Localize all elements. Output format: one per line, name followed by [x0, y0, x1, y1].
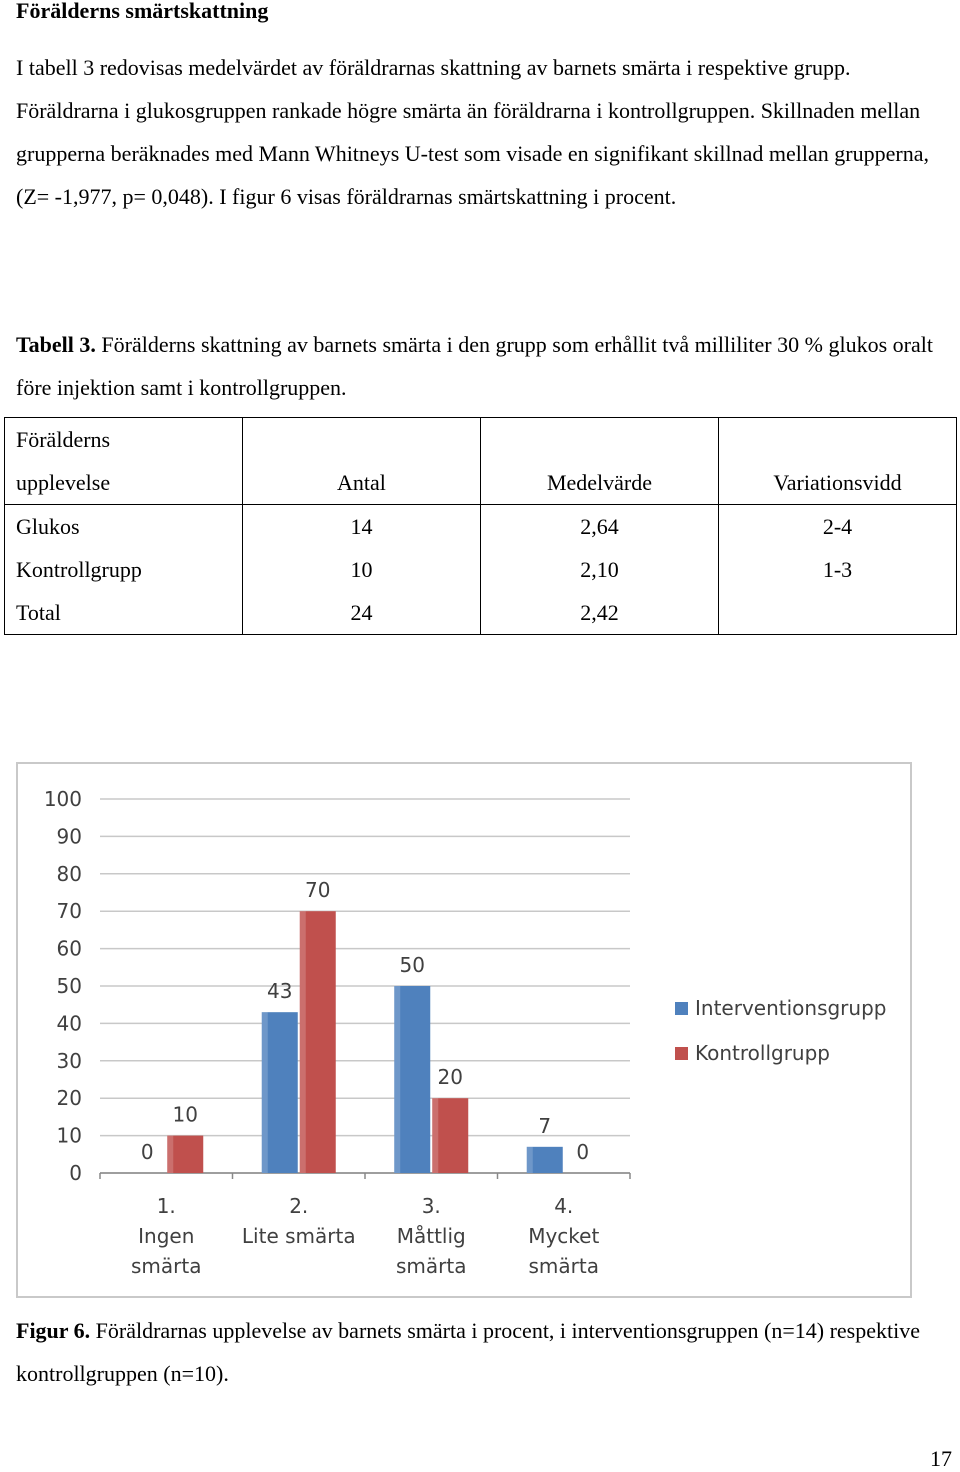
header-cell-variationsvidd: [719, 418, 957, 505]
table-col-antal: [243, 505, 481, 635]
table-col-medelvarde: [481, 505, 719, 635]
figure-caption-text: Föräldrarnas upplevelse av barnets smärta i procent, i interventionsgruppen (n=14) respektive kontrollgruppen (n=10).: [16, 1318, 920, 1386]
table-col-group: [5, 505, 243, 635]
paragraph-results: I tabell 3 redovisas medelvärdet av föräldrarnas skattning av barnets smärta i respektive grupp. Föräldrarna i glukosgruppen rankade högre smärta än föräldrarna i kontrollgruppen. Skillnaden mellan grupperna beräknades med Mann Whitneys U-test som visade en signifikant skillnad mellan grupperna, (Z= -1,977, p= 0,048). I figur 6 visas föräldrarnas smärtskattning i procent.: [16, 55, 929, 209]
bar-highlight: [167, 1136, 173, 1173]
bar-highlight: [527, 1147, 533, 1173]
header-cell-medelvarde: [481, 418, 719, 505]
bar-highlight: [432, 1098, 438, 1173]
legend-swatch-kontrollgrupp: [675, 1047, 688, 1060]
x-tick-label: Ingen: [138, 1224, 195, 1248]
x-tick-label: Mycket: [528, 1224, 600, 1248]
y-tick-label: 20: [56, 1086, 82, 1111]
data-label: 20: [437, 1065, 463, 1090]
x-tick-label: 4.: [554, 1194, 574, 1218]
table-col-variationsvidd: [719, 505, 957, 635]
x-tick-label: 3.: [421, 1194, 441, 1218]
x-tick-label: smärta: [528, 1254, 599, 1278]
page-number: 17: [930, 1446, 952, 1471]
y-tick-label: 80: [56, 861, 82, 886]
table-header-row: [5, 418, 957, 505]
y-tick-label: 40: [56, 1011, 82, 1036]
y-tick-label: 100: [43, 787, 82, 811]
table-caption-text: Förälderns skattning av barnets smärta i den grupp som erhållit två milliliter 30 % glukos oralt före injektion samt i kontrollgruppen.: [16, 332, 933, 400]
y-tick-label: 0: [69, 1161, 82, 1185]
bar-chart: [18, 764, 910, 1296]
x-tick-label: Måttlig: [396, 1224, 466, 1248]
header-label-medelvarde: Medelvärde: [546, 470, 653, 495]
table-cell: 2,10: [580, 557, 619, 582]
section-heading: Förälderns smärtskattning: [16, 0, 269, 23]
y-tick-label: 70: [56, 899, 82, 924]
header-label-line1: Förälderns: [16, 427, 111, 452]
bar-highlight: [394, 986, 400, 1173]
table-caption: [16, 323, 944, 409]
y-tick-label: 30: [56, 1048, 82, 1073]
table-cell: Total: [16, 600, 61, 625]
header-label-variationsvidd: Variationsvidd: [773, 470, 902, 495]
figure-caption-label: Figur 6.: [16, 1318, 91, 1343]
x-tick-label: smärta: [396, 1254, 467, 1278]
table-cell: Kontrollgrupp: [16, 557, 142, 582]
table-body: [5, 505, 957, 635]
data-label: 0: [140, 1140, 154, 1164]
figure-caption: [16, 1309, 944, 1395]
data-label: 50: [399, 953, 425, 977]
x-tick-label: 2.: [289, 1194, 309, 1218]
bar-highlight: [300, 911, 306, 1173]
table-cell: 10: [350, 557, 373, 582]
table-cell: 14: [350, 514, 373, 539]
bar-highlight: [262, 1012, 268, 1173]
y-tick-label: 90: [56, 824, 82, 849]
y-tick-label: 50: [56, 974, 82, 998]
legend-label: Interventionsgrupp: [695, 996, 887, 1020]
legend-swatch-interventionsgrupp: [675, 1002, 688, 1015]
data-label: 10: [172, 1102, 198, 1127]
x-tick-label: smärta: [131, 1254, 202, 1278]
table-cell: 2-4: [822, 514, 853, 539]
y-tick-label: 10: [56, 1123, 82, 1148]
table-caption-label: Tabell 3.: [16, 332, 96, 357]
data-table: [4, 417, 957, 635]
table-cell: Glukos: [16, 514, 80, 539]
table-cell: 1-3: [822, 557, 853, 582]
header-label-antal: Antal: [337, 470, 386, 495]
legend-label: Kontrollgrupp: [695, 1041, 830, 1065]
data-label: 43: [267, 979, 293, 1004]
header-cell-upplevelse: [5, 418, 243, 505]
data-label: 7: [538, 1113, 552, 1138]
header-cell-antal: [243, 418, 481, 505]
header-label-line2: upplevelse: [16, 470, 111, 495]
data-label: 0: [576, 1140, 590, 1164]
y-tick-label: 60: [56, 936, 82, 961]
table-cell: 2,64: [580, 514, 619, 539]
data-label: 70: [305, 878, 331, 903]
table-cell: [719, 591, 956, 634]
x-tick-label: Lite smärta: [241, 1224, 356, 1248]
chart-frame: [16, 762, 912, 1298]
x-tick-label: 1.: [156, 1194, 176, 1218]
table-cell: 2,42: [580, 600, 619, 625]
table-cell: 24: [350, 600, 373, 625]
